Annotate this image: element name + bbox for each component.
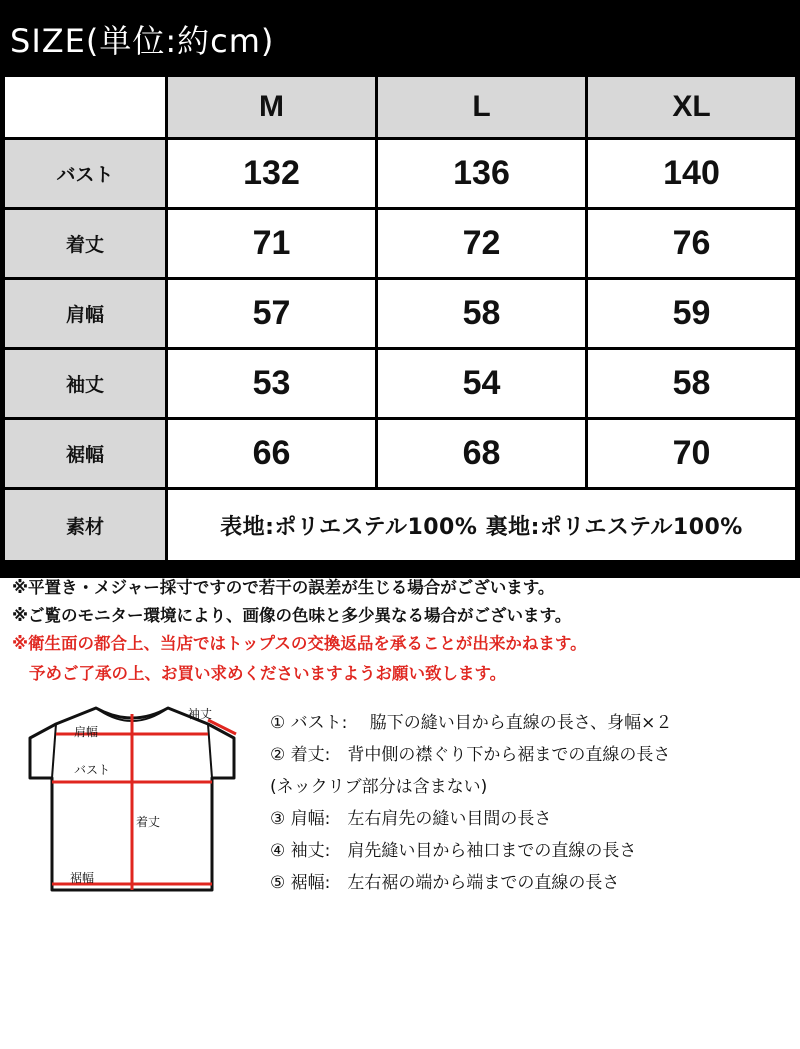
note-measurement: ※平置き・メジャー採寸ですので若干の誤差が生じる場合がございます。 bbox=[12, 578, 555, 597]
size-xl-header: XL bbox=[588, 77, 795, 137]
legend-item: ⑤ 裾幅: 左右裾の端から端までの直線の長さ bbox=[270, 873, 620, 893]
row-label-material: 素材 bbox=[5, 490, 165, 560]
label-sleeve: 袖丈 bbox=[188, 707, 213, 721]
legend-item: ① バスト: 脇下の縫い目から直線の長さ、身幅×２ bbox=[270, 713, 673, 733]
value-cell: 72 bbox=[378, 210, 585, 277]
value-cell: 66 bbox=[168, 420, 375, 487]
tshirt-outline bbox=[16, 694, 256, 914]
note-acknowledge: 予めご了承の上、お買い求めくださいますようお願い致します。 bbox=[29, 664, 507, 683]
legend-item: (ネックリブ部分は含まない) bbox=[270, 777, 488, 797]
legend-item: ② 着丈: 背中側の襟ぐり下から裾までの直線の長さ bbox=[270, 745, 671, 765]
size-m-header: M bbox=[168, 77, 375, 137]
note-hygiene: ※衛生面の都合上、当店ではトップスの交換返品を承ることが出来かねます。 bbox=[12, 634, 587, 653]
tshirt-diagram bbox=[16, 694, 256, 914]
value-cell: 76 bbox=[588, 210, 795, 277]
size-header bbox=[0, 0, 800, 72]
value-cell: 53 bbox=[168, 350, 375, 417]
value-cell: 68 bbox=[378, 420, 585, 487]
label-shoulder: 肩幅 bbox=[74, 725, 99, 739]
value-cell: 58 bbox=[588, 350, 795, 417]
corner-cell bbox=[5, 77, 165, 137]
value-cell: 59 bbox=[588, 280, 795, 347]
material-value: 表地:ポリエステル100% 裏地:ポリエステル100% bbox=[168, 490, 795, 560]
value-cell: 132 bbox=[168, 140, 375, 207]
header-title: SIZE(単位:約cm) bbox=[10, 22, 275, 60]
label-hem: 裾幅 bbox=[70, 871, 95, 885]
value-cell: 140 bbox=[588, 140, 795, 207]
label-length: 着丈 bbox=[136, 815, 161, 829]
size-l-header: L bbox=[378, 77, 585, 137]
row-label-shoulder: 肩幅 bbox=[5, 280, 165, 347]
legend-item: ③ 肩幅: 左右肩先の縫い目間の長さ bbox=[270, 809, 552, 829]
value-cell: 54 bbox=[378, 350, 585, 417]
row-label-length: 着丈 bbox=[5, 210, 165, 277]
value-cell: 57 bbox=[168, 280, 375, 347]
row-label-sleeve: 袖丈 bbox=[5, 350, 165, 417]
row-label-bust: バスト bbox=[5, 140, 165, 207]
label-bust: バスト bbox=[74, 763, 111, 777]
row-label-hem: 裾幅 bbox=[5, 420, 165, 487]
value-cell: 71 bbox=[168, 210, 375, 277]
value-cell: 58 bbox=[378, 280, 585, 347]
value-cell: 136 bbox=[378, 140, 585, 207]
note-monitor: ※ご覧のモニター環境により、画像の色味と多少異なる場合がございます。 bbox=[12, 606, 572, 625]
value-cell: 70 bbox=[588, 420, 795, 487]
size-table bbox=[0, 72, 800, 578]
legend-item: ④ 袖丈: 肩先縫い目から袖口までの直線の長さ bbox=[270, 841, 637, 861]
